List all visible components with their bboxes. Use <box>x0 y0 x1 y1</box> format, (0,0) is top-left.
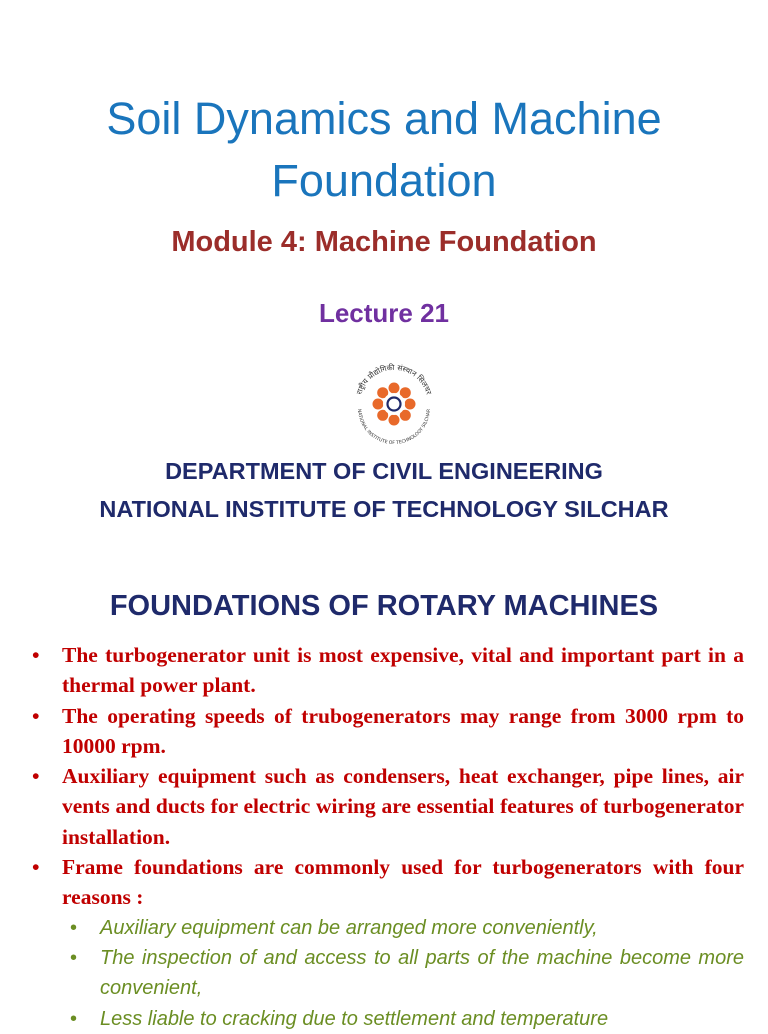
title-line-1: Soil Dynamics and Machine <box>106 93 662 144</box>
sub-bullet-item <box>62 1004 744 1034</box>
bullet-text: The operating speeds of trubogenerators may range from 3000 rpm to 10000 rpm. <box>62 703 744 758</box>
title-line-2: Foundation <box>271 155 497 206</box>
sub-bullet-item <box>62 913 744 943</box>
bullet-text: The turbogenerator unit is most expensive, vital and important part in a thermal power plant. <box>62 643 744 698</box>
bullet-item <box>30 701 744 762</box>
sub-bullet-text: The inspection of and access to all parts of the machine become more convenient, <box>100 946 744 1000</box>
bullet-item <box>30 852 744 1034</box>
sub-bullet-item <box>62 943 744 1004</box>
bullet-dot: • <box>32 643 40 667</box>
bullet-list <box>30 640 744 1034</box>
sub-bullet-list <box>62 913 744 1034</box>
nit-silchar-logo <box>348 358 440 450</box>
sub-bullet-dot: • <box>70 946 78 969</box>
department-name: DEPARTMENT OF CIVIL ENGINEERING <box>165 458 603 484</box>
sub-bullet-text: Less liable to cracking due to settlement and temperature <box>100 1007 609 1030</box>
bullet-text: Frame foundations are commonly used for turbogenerators with four reasons : <box>62 855 744 910</box>
bullet-item <box>30 640 744 701</box>
institute-name: NATIONAL INSTITUTE OF TECHNOLOGY SILCHAR <box>99 496 669 522</box>
lecture-number: Lecture 21 <box>318 298 450 328</box>
slide-title <box>20 88 748 212</box>
sub-bullet-dot: • <box>70 916 78 939</box>
module-subtitle: Module 4: Machine Foundation <box>171 226 597 258</box>
bullet-text: Auxiliary equipment such as condensers, heat exchanger, pipe lines, air vents and ducts for electric wiring are essential features of turbogenerator installation. <box>62 764 744 849</box>
logo-english-text: NATIONAL INSTITUTE OF TECHNOLOGY SILCHAR <box>355 408 433 447</box>
bullet-dot: • <box>32 703 40 728</box>
bullet-dot: • <box>32 764 40 789</box>
logo-hindi-text: राष्ट्रीय प्रौद्योगिकी संस्थान सिलचर <box>354 362 434 396</box>
section-heading: FOUNDATIONS OF ROTARY MACHINES <box>109 590 659 622</box>
bullet-item <box>30 761 744 852</box>
bullet-dot: • <box>32 855 40 880</box>
sub-bullet-dot: • <box>70 1007 78 1030</box>
sub-bullet-text: Auxiliary equipment can be arranged more conveniently, <box>100 916 598 939</box>
institution-block <box>0 452 768 528</box>
